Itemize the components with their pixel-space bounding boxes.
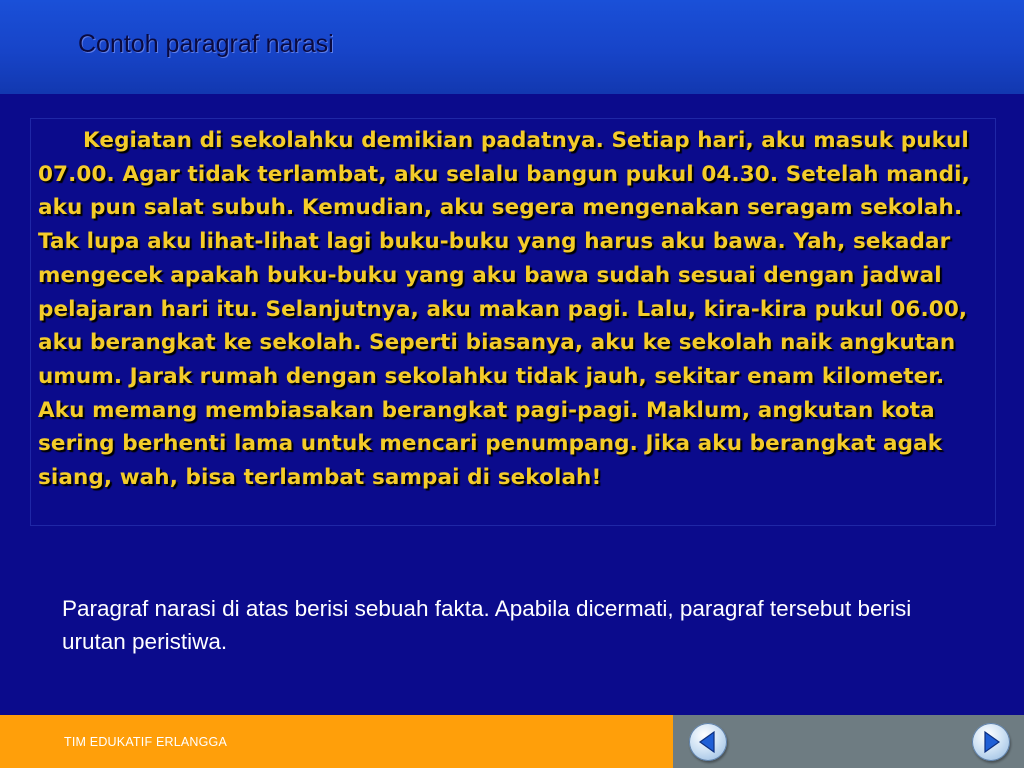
footer-label: TIM EDUKATIF ERLANGGA [64,735,228,749]
next-slide-button[interactable] [972,723,1010,761]
arrow-right-icon [972,723,1010,761]
slide-title: Contoh paragraf narasi [78,30,334,58]
narrative-paragraph: Kegiatan di sekolahku demikian padatnya. Setiap hari, aku masuk pukul 07.00. Agar tidak terlambat, aku selalu bangun pukul 04.30. Setelah mandi, aku pun salat subuh. Kemudian, aku segera mengenakan seragam sekolah. Tak lupa aku lihat-lihat lagi buku-buku yang harus aku bawa. Yah, sekadar mengecek apakah buku-buku yang aku bawa sudah sesuai dengan jadwal pelajaran hari itu. Selanjutnya, aku makan pagi. Lalu, kira-kira pukul 06.00, aku berangkat ke sekolah. Seperti biasanya, aku ke sekolah naik angkutan umum. Jarak rumah dengan sekolahku tidak jauh, sekitar enam kilometer. Aku memang membiasakan berangkat pagi-pagi. Maklum, angkutan kota sering berhenti lama untuk mencari penumpang. Jika aku berangkat agak siang, wah, bisa terlambat sampai di sekolah! [38,128,970,491]
explanation-note: Paragraf narasi di atas berisi sebuah fakta. Apabila dicermati, paragraf tersebut berisi urutan peristiwa. [62,596,912,654]
previous-slide-button[interactable] [689,723,727,761]
arrow-left-icon [689,723,727,761]
